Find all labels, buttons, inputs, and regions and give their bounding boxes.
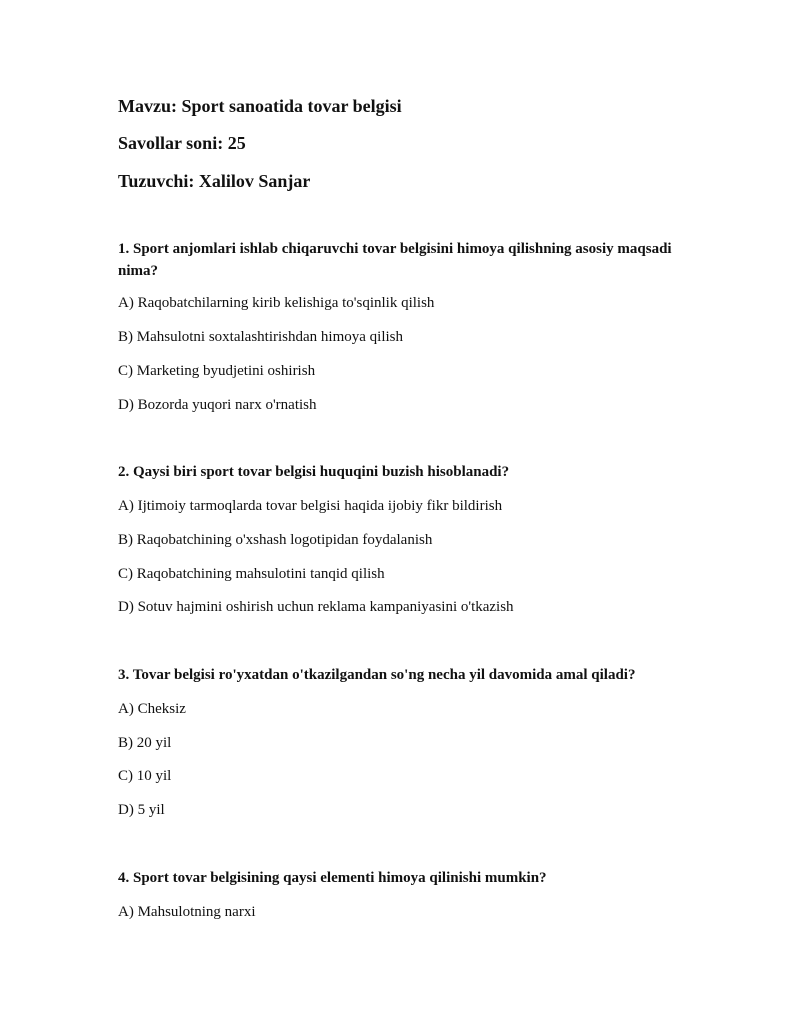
question-3-option-a: A) Cheksiz xyxy=(118,701,186,717)
question-1-option-d: D) Bozorda yuqori narx o'rnatish xyxy=(118,397,317,413)
question-2-option-c: C) Raqobatchining mahsulotini tanqid qilish xyxy=(118,566,385,582)
question-1-option-a: A) Raqobatchilarning kirib kelishiga to'sqinlik qilish xyxy=(118,295,435,311)
question-4-option-a: A) Mahsulotning narxi xyxy=(118,904,256,920)
author-heading: Tuzuvchi: Xalilov Sanjar xyxy=(118,171,311,191)
question-count-heading: Savollar soni: 25 xyxy=(118,133,246,153)
question-3-option-d: D) 5 yil xyxy=(118,802,165,818)
question-2-title: 2. Qaysi biri sport tovar belgisi huquqini buzish hisoblanadi? xyxy=(118,464,510,480)
question-3-option-c: C) 10 yil xyxy=(118,768,172,784)
question-1-option-c: C) Marketing byudjetini oshirish xyxy=(118,363,316,379)
question-2-option-b: B) Raqobatchining o'xshash logotipidan foydalanish xyxy=(118,532,433,548)
question-3-option-b: B) 20 yil xyxy=(118,735,172,751)
question-2-option-d: D) Sotuv hajmini oshirish uchun reklama kampaniyasini o'tkazish xyxy=(118,599,514,615)
question-1-option-b: B) Mahsulotni soxtalashtirishdan himoya qilish xyxy=(118,329,403,345)
question-4-title: 4. Sport tovar belgisining qaysi elementi himoya qilinishi mumkin? xyxy=(118,870,547,886)
question-2-option-a: A) Ijtimoiy tarmoqlarda tovar belgisi haqida ijobiy fikr bildirish xyxy=(118,498,503,514)
question-1-title: 1. Sport anjomlari ishlab chiqaruvchi tovar belgisini himoya qilishning asosiy maqsadi nima? xyxy=(118,241,672,279)
topic-heading: Mavzu: Sport sanoatida tovar belgisi xyxy=(118,96,402,116)
question-3-title: 3. Tovar belgisi ro'yxatdan o'tkazilgandan so'ng necha yil davomida amal qiladi? xyxy=(118,667,636,683)
